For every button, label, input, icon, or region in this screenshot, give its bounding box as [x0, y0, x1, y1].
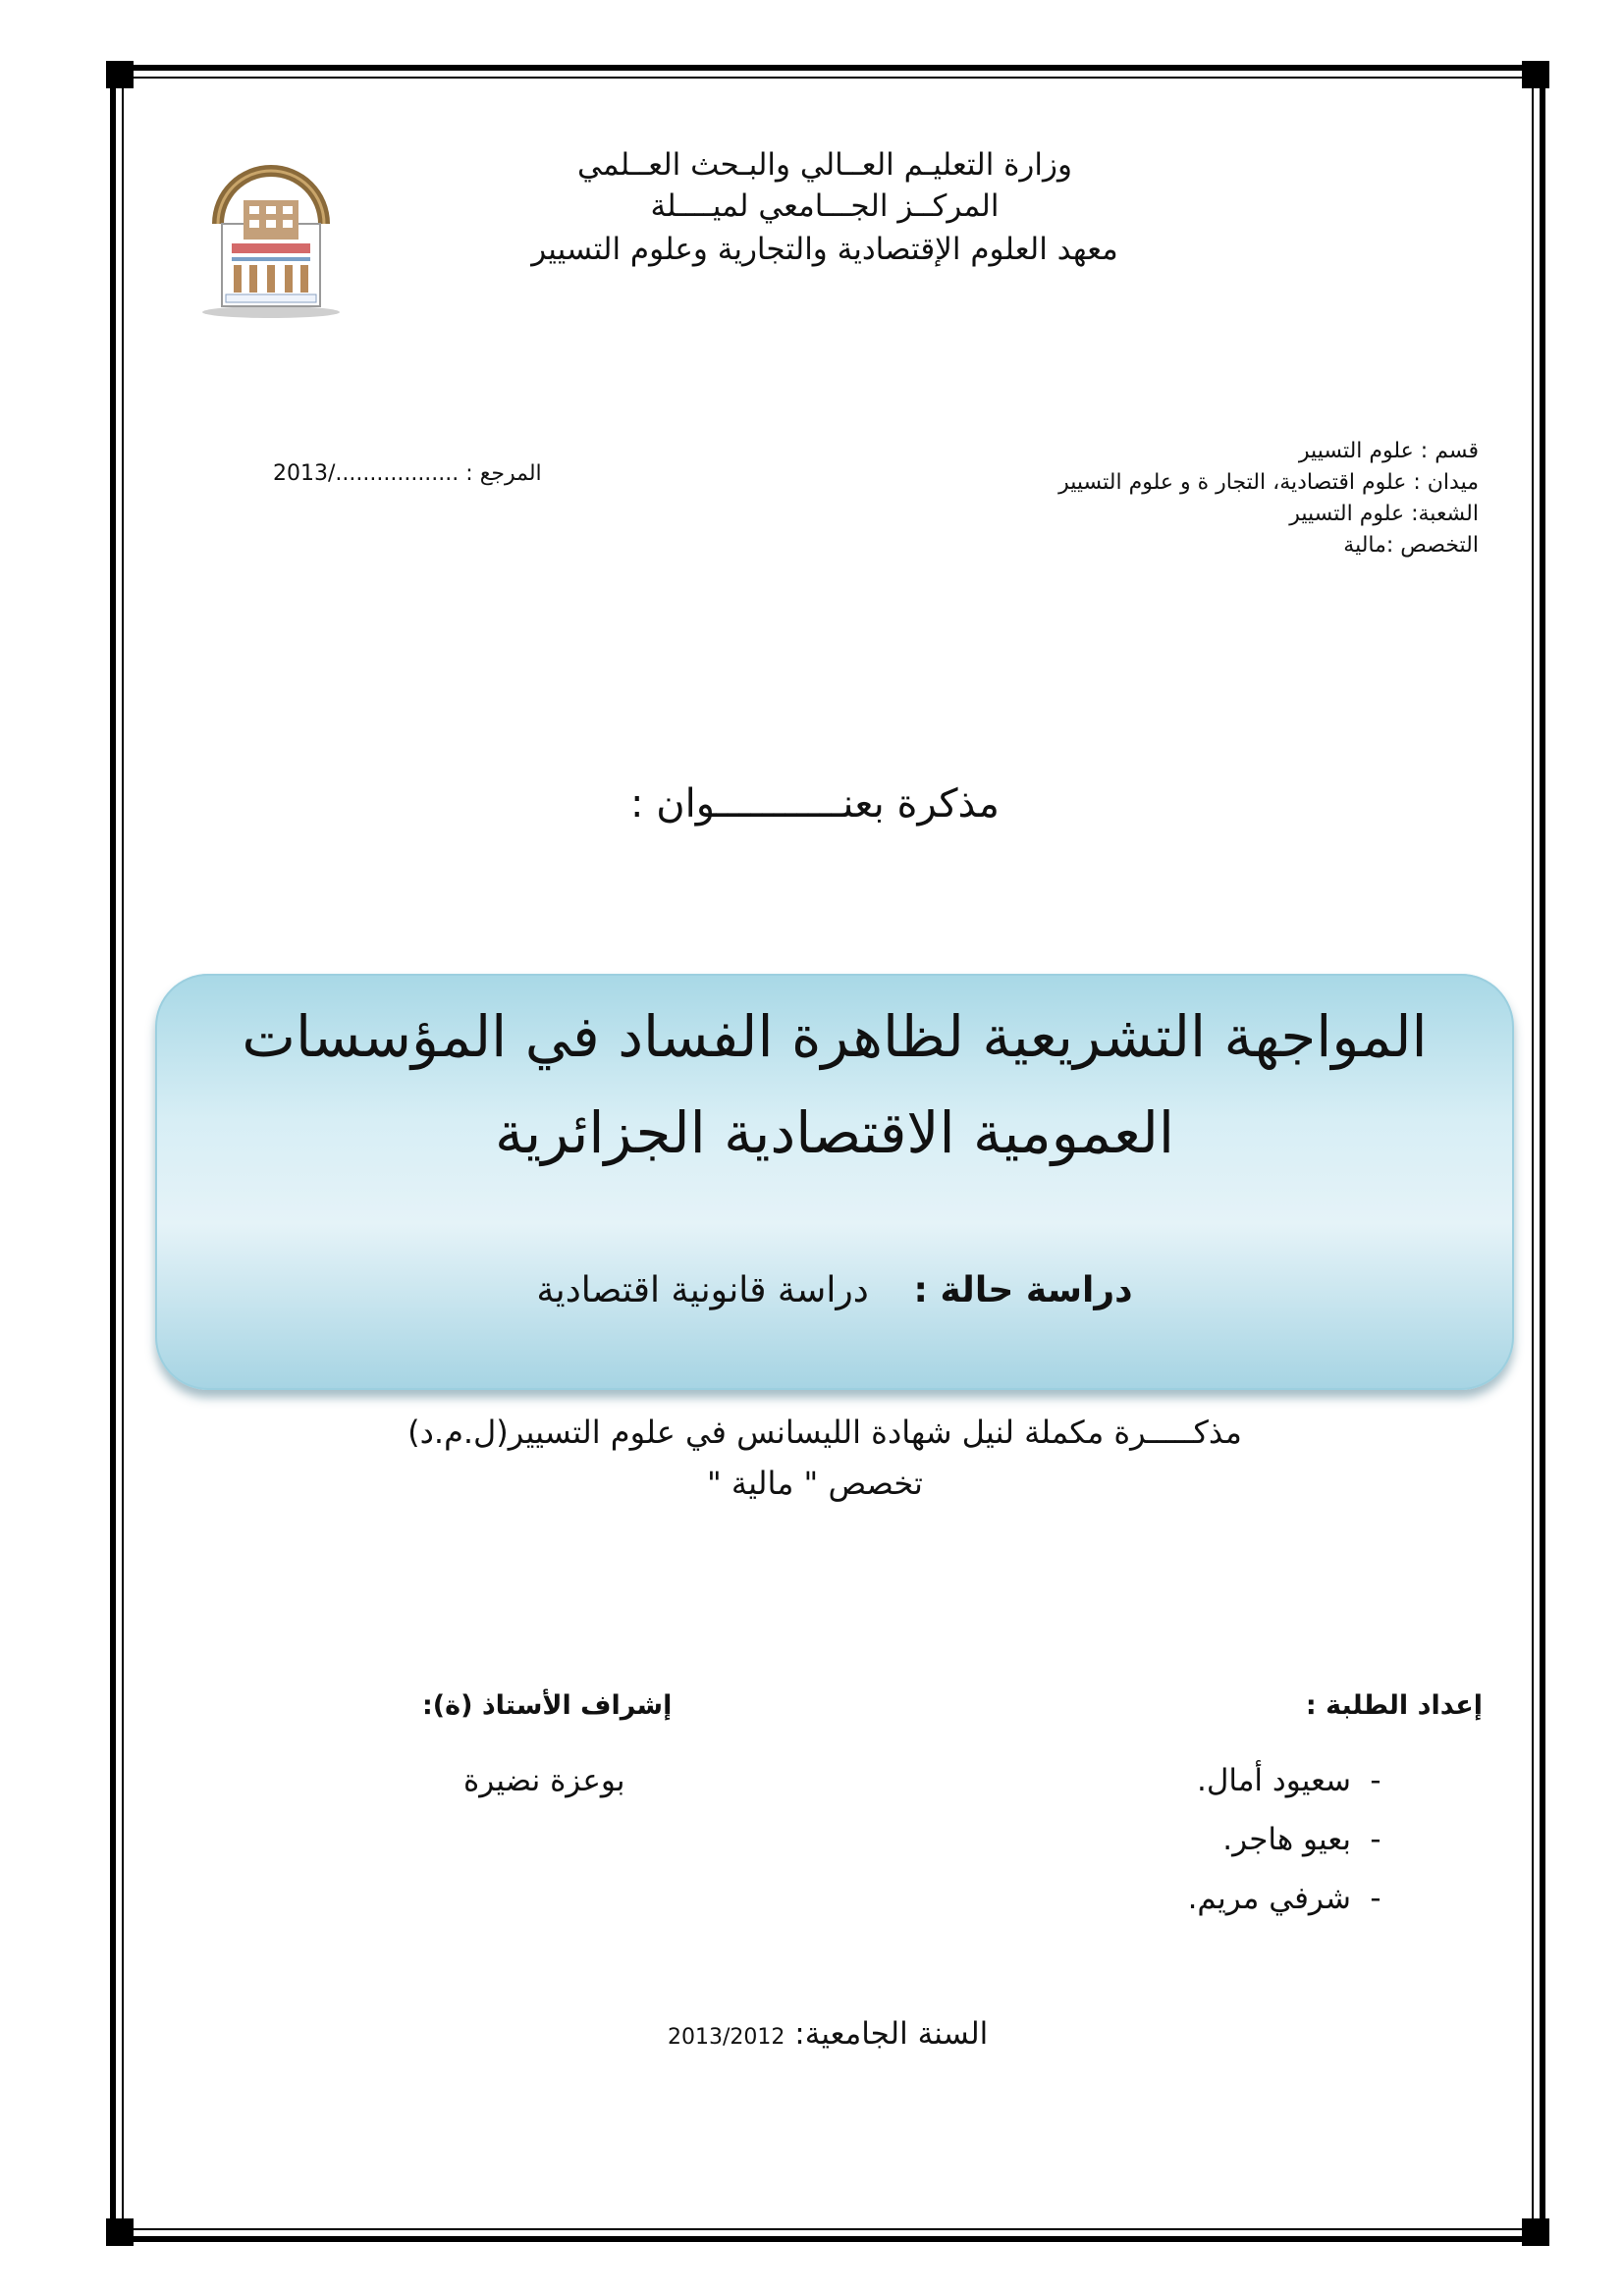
case-study-value: دراسة قانونية اقتصادية [536, 1270, 869, 1310]
supervisor-name: بوعزة نضيرة [463, 1763, 625, 1798]
institute-name: معهد العلوم الإقتصادية والتجارية وعلوم التسيير [531, 232, 1118, 267]
student-name: -شرفي مريم. [1188, 1881, 1400, 1916]
student-name: -سعيود أمال. [1197, 1763, 1400, 1798]
border-corner [1522, 61, 1549, 88]
university-building-logo-icon [192, 155, 350, 320]
ministry-name: وزارة التعليـم العــالي والبـحث العــلمي [577, 147, 1072, 183]
university-center-name: المركــز الجـــامعي لميــــلة [650, 188, 1000, 224]
bullet-dash: - [1370, 1822, 1381, 1857]
students-heading: إعداد الطلبة : [1305, 1690, 1483, 1721]
title-line-1: المواجهة التشريعية لظاهرة الفساد في المؤسسات [242, 1003, 1428, 1070]
case-study-line [155, 1270, 1514, 1310]
branch-line: الشعبة: علوم التسيير [1289, 502, 1479, 526]
field-line: ميدان : علوم اقتصادية، التجار ة و علوم التسيير [1058, 470, 1479, 495]
border-corner [106, 2218, 134, 2246]
academic-year [668, 2016, 988, 2052]
student-name: -بعيو هاجر. [1222, 1822, 1400, 1857]
memo-heading: مذكرة بعنـــــــــــوان : [630, 781, 1000, 827]
reference-number: 2013/.................. : المرجع [273, 461, 542, 486]
supervisor-heading: إشراف الأستاذ (ة): [422, 1690, 673, 1721]
specialty-statement: تخصص " مالية " [707, 1465, 923, 1502]
title-box [155, 974, 1514, 1390]
department-line: قسم : علوم التسيير [1298, 439, 1479, 463]
border-corner [106, 61, 134, 88]
academic-year-value: 2013/2012 [668, 2025, 785, 2050]
case-study-label: دراسة حالة : [913, 1270, 1133, 1310]
title-line-2: العمومية الاقتصادية الجزائرية [495, 1099, 1174, 1166]
specialty-line: التخصص :مالية [1343, 533, 1479, 558]
bullet-dash: - [1370, 1763, 1381, 1798]
program-info [1058, 436, 1479, 561]
academic-year-label: السنة الجامعية: [794, 2016, 989, 2052]
degree-statement: مذكـــــرة مكملة لنيل شهادة الليسانس في علوم التسيير(ل.م.د) [407, 1414, 1242, 1451]
bullet-dash: - [1370, 1881, 1381, 1916]
border-corner [1522, 2218, 1549, 2246]
